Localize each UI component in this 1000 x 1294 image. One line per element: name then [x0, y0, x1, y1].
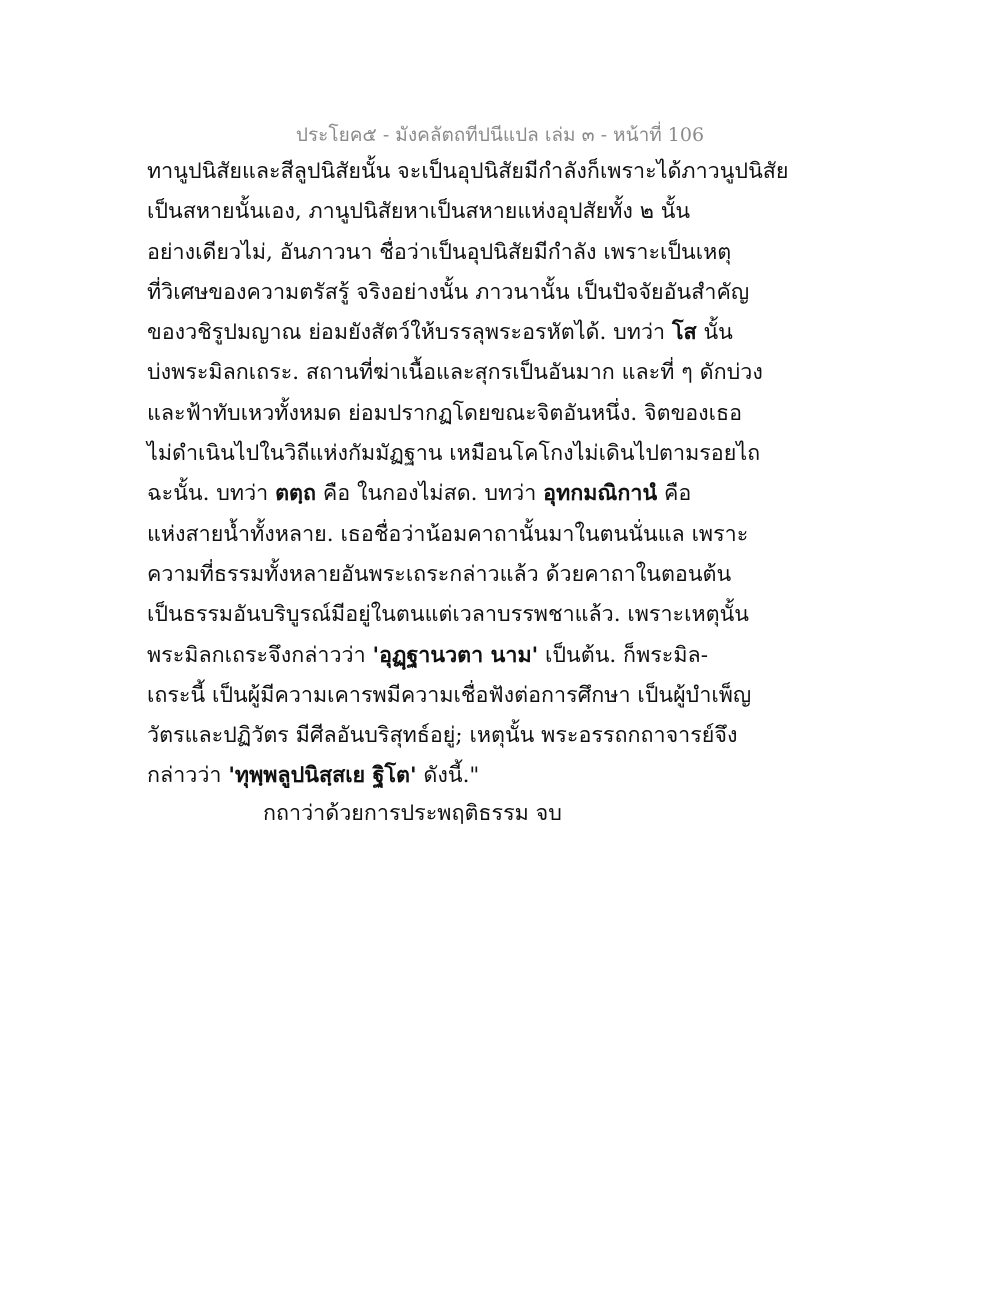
page-header-text: ประโยค๕ - มังคลัตถทีปนีแปล เล่ม ๓ - หน้าที่ 106 — [295, 124, 705, 146]
body-text — [147, 152, 867, 797]
closing-text: กถาว่าด้วยการประพฤติธรรม จบ — [263, 801, 562, 826]
text-line: ความที่ธรรมทั้งหลายอันพระเถระกล่าวแล้ว ด้วยคาถาในตอนต้น — [147, 561, 732, 587]
text-line: เป็นสหายนั้นเอง, ภานูปนิสัยหาเป็นสหายแห่งอุปสัยทั้ง ๒ นั้น — [147, 199, 691, 225]
text-line: ไม่ดำเนินไปในวิถีแห่งกัมมัฏฐาน เหมือนโคโกงไม่เดินไปตามรอยไถ — [147, 441, 761, 467]
pali-quote: 'ทุพฺพลูปนิสฺสเย ฐิโต' — [228, 763, 417, 789]
pali-term: ตตฺถ — [275, 481, 317, 507]
text-line: ทานูปนิสัยและสีลูปนิสัยนั้น จะเป็นอุปนิสัยมีกำลังก็เพราะได้ภาวนูปนิสัย — [147, 159, 789, 184]
text-line: แห่งสายน้ำทั้งหลาย. เธอชื่อว่าน้อมคาถานั้นมาในตนนั่นแล เพราะ — [147, 521, 749, 547]
text-line: ของวชิรูปมญาณ ย่อมยังสัตว์ให้บรรลุพระอรหัตได้. บทว่า โส นั้น — [147, 320, 733, 346]
text-line: บ่งพระมิลกเถระ. สถานที่ฆ่าเนื้อและสุกรเป็นอันมาก และที่ ๆ ดักบ่วง — [147, 360, 763, 386]
text-line: พระมิลกเถระจึงกล่าวว่า 'อุฏฺฐานวตา นาม' เป็นต้น. ก็พระมิล- — [147, 642, 708, 668]
text-line: เถระนี้ เป็นผู้มีความเคารพมีความเชื่อฟังต่อการศึกษา เป็นผู้บำเพ็ญ — [147, 682, 752, 708]
section-closing — [263, 794, 562, 834]
pali-quote: 'อุฏฺฐานวตา นาม' — [372, 642, 539, 668]
page-header — [0, 120, 1000, 150]
text-line: ที่วิเศษของความตรัสรู้ จริงอย่างนั้น ภาวนานั้น เป็นปัจจัยอันสำคัญ — [147, 279, 750, 305]
pali-term: อุทกมณิกานํ — [543, 481, 658, 507]
text-line: เป็นธรรมอันบริบูรณ์มีอยู่ในตนแต่เวลาบรรพชาแล้ว. เพราะเหตุนั้น — [147, 602, 749, 628]
pali-term: โส — [671, 320, 697, 346]
text-line: วัตรและปฏิวัตร มีศีลอันบริสุทธ์อยู่; เหตุนั้น พระอรรถกถาจารย์จึง — [147, 723, 738, 749]
text-line: และฟ้าทับเหวทั้งหมด ย่อมปรากฏโดยขณะจิตอันหนึ่ง. จิตของเธอ — [147, 400, 743, 426]
text-line: กล่าวว่า 'ทุพฺพลูปนิสฺสเย ฐิโต' ดังนี้." — [147, 763, 480, 789]
text-line: ฉะนั้น. บทว่า ตตฺถ คือ ในกองไม่สด. บทว่า อุทกมณิกานํ คือ — [147, 481, 692, 507]
text-line: อย่างเดียวไม่, อันภาวนา ชื่อว่าเป็นอุปนิสัยมีกำลัง เพราะเป็นเหตุ — [147, 239, 732, 265]
